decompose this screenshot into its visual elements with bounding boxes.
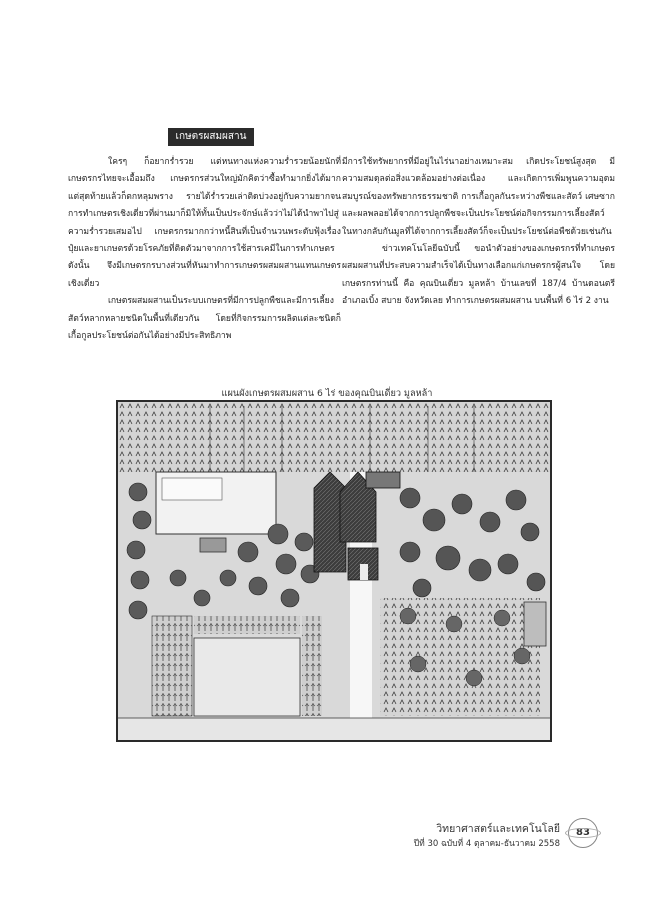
paragraph: ใครๆ ก็อยากร่ำรวย แต่หนทางแห่งความร่ำรวยน้อยนักที่เกษตรกรไทยจะเอื้อมถึง เกษตรกรส่วนใหญ่มักคิดว่าซื้อทำมากยิ่งได้มาก แต่สุดท้ายแล้วก็ตกหลุมพราง รายได้ร่ำรวยเล่าติดบ่วงอยู่กับความยากจน การทำเกษตรเชิงเดี่ยวที่ผ่านมาก็มิให้ทั้นเป็นประจักษ์แล้วว่าไม่ได้นำพาไปสู่ความร่ำรวยเสมอไป เกษตรกรมากกว่าหนี้สินที่เป็นจำนวนพระดับฟุ้งเรื่องปุ๋ยและยาเกษตรด้วยโรคภัยที่ติดตัวมาจากการใช้สารเคมีในการทำเกษตร ดังนั้น จึงมีเกษตรกรบางส่วนที่หันมาทำการเกษตรผสมผสานแทนเกษตรเชิงเดี่ยว <box>68 157 341 289</box>
journal-title: วิทยาศาสตร์และเทคโนโลยี <box>436 823 560 835</box>
body-column-right <box>342 154 615 311</box>
page-number: 83 <box>568 818 598 848</box>
farm-plan-drawing <box>118 402 550 740</box>
paragraph: เกษตรผสมผสานเป็นระบบเกษตรที่มีการปลูกพืชและมีการเลี้ยงสัตว์หลากหลายชนิดในพื้นที่เดียวกัน โดยที่กิจกรรมการผลิตแต่ละชนิดก็เกื้อกูลประโยชน์ต่อกันได้อย่างมีประสิทธิภาพ <box>68 296 341 342</box>
paragraph: มีการใช้ทรัพยากรที่มีอยู่ในไร่นาอย่างเหมาะสม เกิดประโยชน์สูงสุด มีความสมดุลต่อสิ่งแวดล้อมอย่างต่อเนื่อง และเกิดการเพิ่มพูนความอุดมสมบูรณ์ของทรัพยากรธรรมชาติ การเกื้อกูลกันระหว่างพืชและสัตว์ เศษซากและผลพลอยได้จากการปลูกพืชจะเป็นประโยชน์ต่อกิจกรรมการเลี้ยงสัตว์ ในทางกลับกันมูลที่ได้จากการเลี้ยงสัตว์ก็จะเป็นประโยชน์ต่อพืชด้วยเช่นกัน <box>342 157 615 237</box>
section-heading: เกษตรผสมผสาน <box>168 128 254 146</box>
body-column-left <box>68 154 341 345</box>
issue-info: ปีที่ 30 ฉบับที่ 4 ตุลาคม-ธันวาคม 2558 <box>413 839 560 849</box>
paragraph: ข่าวเทคโนโลยีฉบับนี้ ขอนำตัวอย่างของเกษตรกรที่ทำเกษตรผสมผสานที่ประสบความสำเร็จได้เป็นทางเลือกแก่เกษตรกรผู้สนใจ โดยเกษตรกรท่านนี้ คือ คุณบินเดี่ยว มูลหล้า บ้านเลขที่ 187/4 บ้านดอนตรี อำเภอเบิ้ง สบาย จังหวัดเลย ทำการเกษตรผสมผสาน บนพื้นที่ 6 ไร่ 2 งาน <box>342 244 615 307</box>
plan-caption: แผนผังเกษตรผสมผสาน 6 ไร่ ของคุณบินเดี่ยว มูลหล้า <box>221 388 433 399</box>
farm-plan-illustration <box>116 400 552 742</box>
